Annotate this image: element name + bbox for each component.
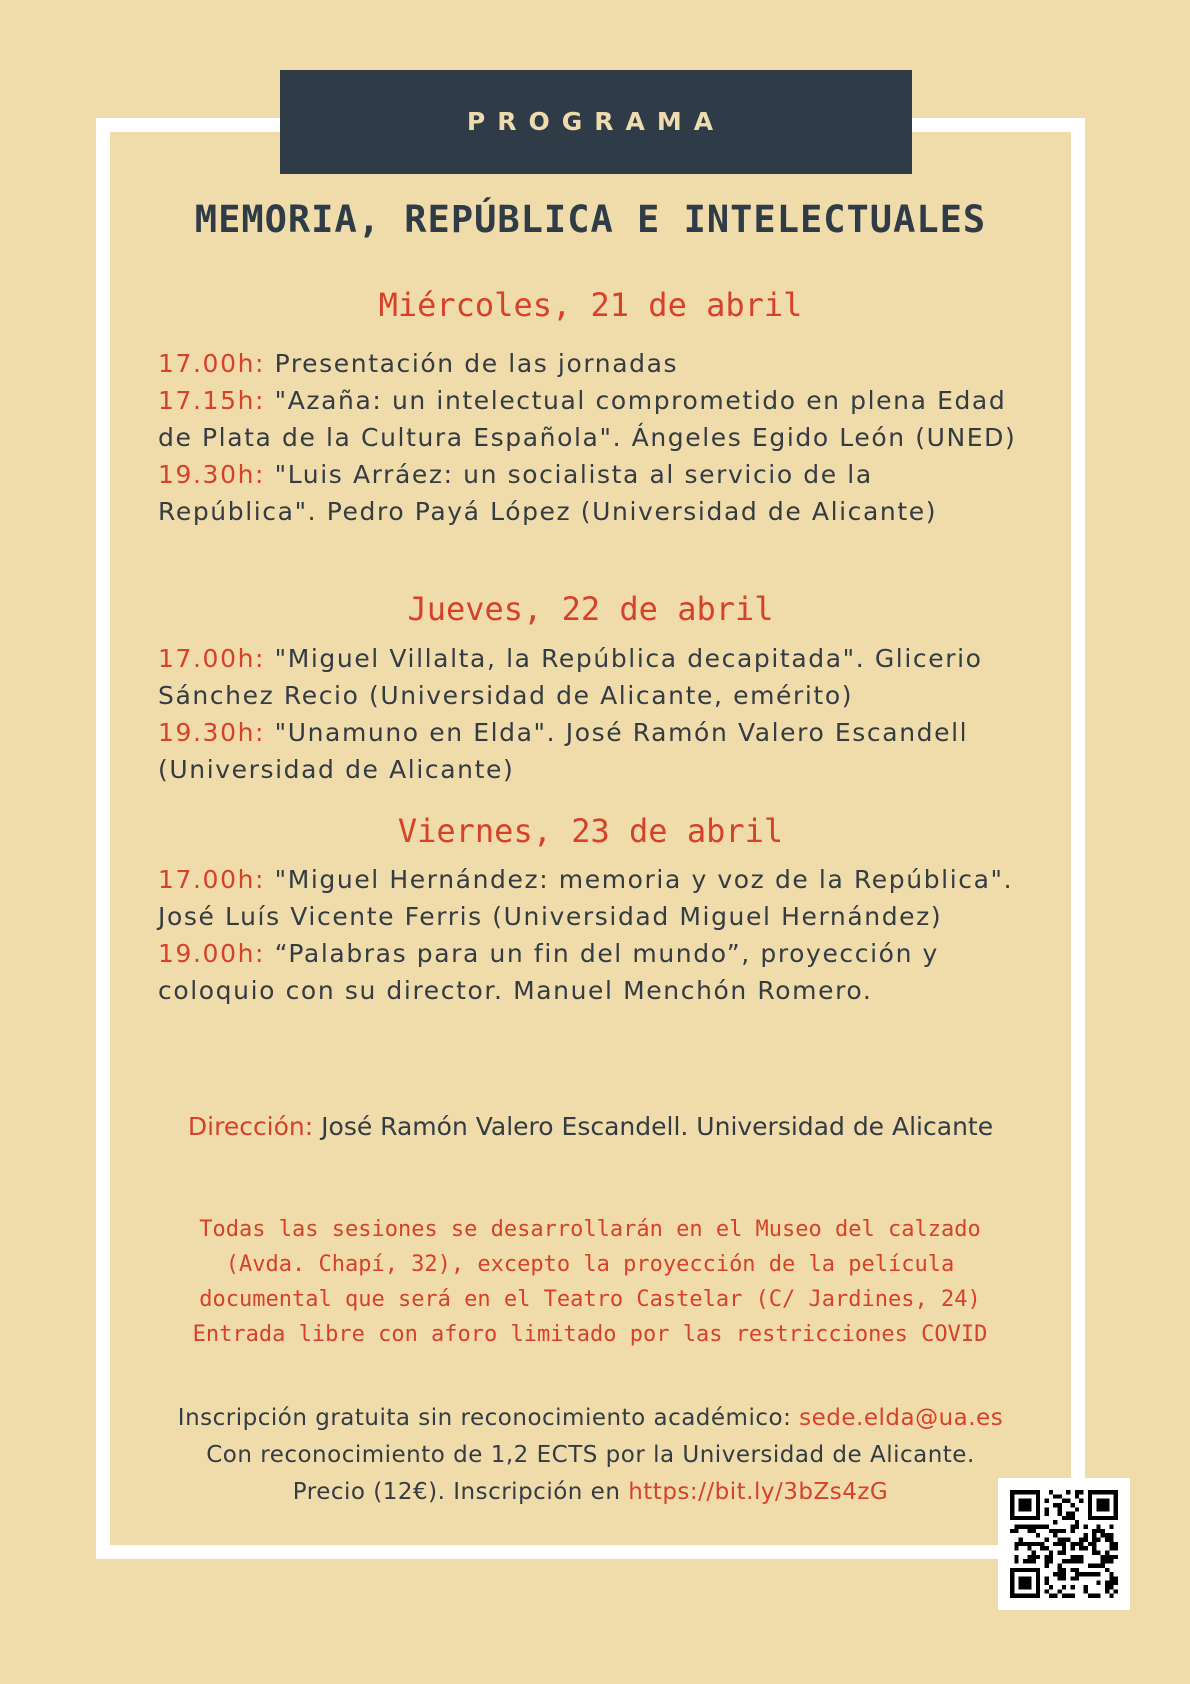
qr-code-icon: [998, 1478, 1130, 1610]
precio-text: Precio (12€). Inscripción en: [292, 1479, 629, 1505]
entry-time: 19.30h:: [158, 718, 266, 747]
schedule-entry: [158, 345, 1038, 382]
entry-text: "Luis Arráez: un socialista al servicio de la República". Pedro Payá López (Universidad de Alicante): [158, 460, 938, 526]
qr-code-pattern: [1010, 1490, 1118, 1598]
schedule-wednesday: [158, 345, 1038, 530]
entry-text: "Unamuno en Elda". José Ramón Valero Escandell (Universidad de Alicante): [158, 718, 969, 784]
note-line: documental que será en el Teatro Castelar (C/ Jardines, 24): [199, 1287, 981, 1312]
entry-text: "Azaña: un intelectual comprometido en plena Edad de Plata de la Cultura Española". Ángeles Egido León (UNED): [158, 386, 1017, 452]
schedule-entry: [158, 456, 1038, 530]
programa-banner: PROGRAMA: [280, 70, 912, 174]
inscripcion-block: [96, 1400, 1085, 1511]
direccion-label: Dirección:: [187, 1112, 314, 1141]
note-line: Entrada libre con aforo limitado por las restricciones COVID: [192, 1322, 988, 1347]
email-link[interactable]: sede.elda@ua.es: [799, 1405, 1004, 1431]
day-heading-thursday: Jueves, 22 de abril: [407, 590, 774, 628]
entry-time: 17.00h:: [158, 349, 266, 378]
schedule-entry: [158, 382, 1038, 456]
note-line: (Avda. Chapí, 32), excepto la proyección de la película: [225, 1252, 955, 1277]
entry-time: 17.00h:: [158, 644, 266, 673]
inscripcion-line-2: Con reconocimiento de 1,2 ECTS por la Universidad de Alicante.: [206, 1442, 975, 1468]
day-heading-wednesday: Miércoles, 21 de abril: [378, 286, 803, 324]
inscripcion-line-3: [96, 1474, 1085, 1511]
entry-text: Presentación de las jornadas: [265, 349, 679, 378]
entry-text: "Miguel Villalta, la República decapitada". Glicerio Sánchez Recio (Universidad de Alicante, emérito): [158, 644, 983, 710]
inscripcion-text: Inscripción gratuita sin reconocimiento académico:: [177, 1405, 800, 1431]
schedule-entry: [158, 640, 1038, 714]
direccion-text: José Ramón Valero Escandell. Universidad de Alicante: [313, 1112, 994, 1141]
direccion-line: [96, 1112, 1085, 1141]
venue-notes: [150, 1212, 1030, 1352]
entry-text: “Palabras para un fin del mundo”, proyección y coloquio con su director. Manuel Menchón Romero.: [158, 939, 939, 1005]
entry-time: 17.00h:: [158, 865, 266, 894]
note-line: Todas las sesiones se desarrollarán en el Museo del calzado: [199, 1217, 981, 1242]
entry-time: 17.15h:: [158, 386, 266, 415]
inscripcion-line-1: [96, 1400, 1085, 1437]
page-title: MEMORIA, REPÚBLICA E INTELECTUALES: [194, 198, 987, 241]
entry-time: 19.30h:: [158, 460, 266, 489]
schedule-entry: [158, 861, 1038, 935]
schedule-entry: [158, 935, 1038, 1009]
entry-text: "Miguel Hernández: memoria y voz de la República". José Luís Vicente Ferris (Universidad Miguel Hernández): [158, 865, 1014, 931]
day-heading-friday: Viernes, 23 de abril: [397, 812, 784, 850]
schedule-entry: [158, 714, 1038, 788]
schedule-friday: [158, 861, 1038, 1009]
entry-time: 19.00h:: [158, 939, 266, 968]
schedule-thursday: [158, 640, 1038, 788]
registration-link[interactable]: https://bit.ly/3bZs4zG: [628, 1479, 889, 1505]
